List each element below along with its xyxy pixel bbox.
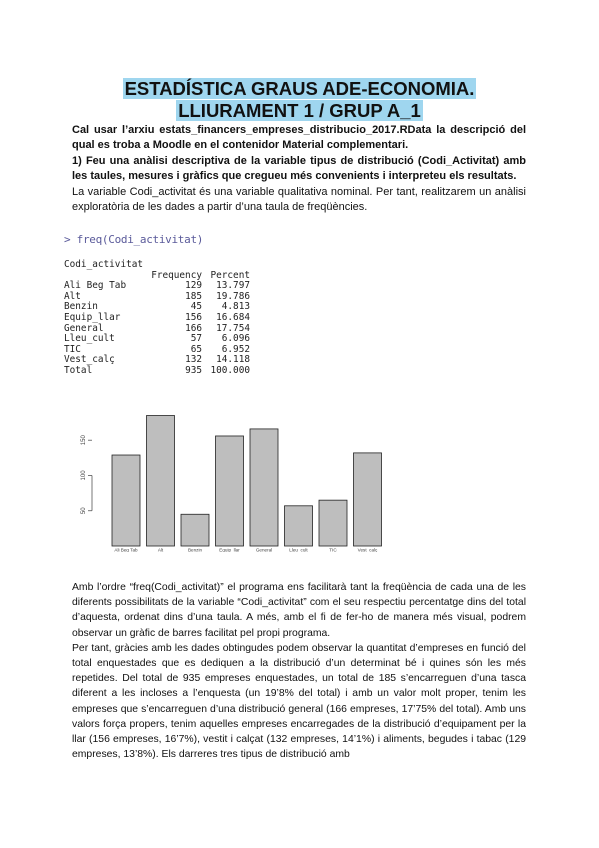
table-cell-label: Alt (64, 290, 81, 302)
table-cell-label: Benzin (64, 301, 98, 313)
x-tick-label: TIC (329, 547, 337, 552)
table-cell-frequency: 156 (185, 311, 202, 323)
title-line-2 (0, 100, 599, 122)
table-cell-percent: 6.952 (221, 343, 250, 355)
x-tick-label: Equip_llar (219, 547, 240, 552)
table-cell-percent: 16.684 (216, 311, 250, 323)
table-var-name: Codi_activitat (64, 259, 144, 270)
answer-text: La variable Codi_activitat és una variable qualitativa nominal. Per tant, realitzarem un anàlisi exploratòria de les dades a partir d’una taula de freqüències. (72, 186, 526, 213)
bar (319, 500, 347, 546)
y-tick-label: 100 (81, 470, 87, 481)
table-cell-percent: 13.797 (216, 280, 250, 292)
title-line-1-text: ESTADÍSTICA GRAUS ADE-ECONOMIA. (124, 78, 475, 99)
table-cell-percent: 6.096 (221, 333, 250, 345)
table-var-row (64, 260, 250, 271)
table-cell-frequency: 166 (185, 322, 202, 334)
body-paragraph-2: Per tant, gràcies amb les dades obtingudes podem observar la quantitat d’empreses en funció del total enquestades que es dediquen a la distribució d’un determinat bé i quines són les més repetides. Del total de 935 empreses enquestades, un total de 185 s’encarreguen d’una tasca diferent a les incloses a l’enquesta (un 19’8% del total) i amb un valor molt proper, tenim les empreses que s’encarreguen d’una distribució general (166 empreses, 17’75% del total). Amb uns valors força propers, tenim aquelles empreses encarregades de la distribució d’equipament per la llar (156 empreses, 16’7%), vestit i calçat (132 empreses, 14’1%) i aliments, begudes i tabac (129 empreses, 13’8%). Els darreres tres tipus de distribució amb (72, 642, 526, 761)
table-row (64, 313, 250, 324)
table-cell-frequency: 935 (185, 364, 202, 376)
table-header-percent: Percent (210, 269, 250, 281)
table-cell-label: Vest_calç (64, 354, 115, 366)
x-tick-label: Alt (157, 547, 164, 552)
table-row (64, 366, 250, 377)
r-command: > freq(Codi_activitat) (64, 233, 204, 246)
title-line-2-text: LLIURAMENT 1 / GRUP A_1 (178, 100, 421, 121)
table-cell-percent: 14.118 (216, 354, 250, 366)
table-cell-percent: 4.813 (221, 301, 250, 313)
y-tick-label: 50 (81, 507, 87, 515)
table-cell-percent: 19.786 (216, 290, 250, 302)
table-cell-label: TIC (64, 343, 81, 355)
table-cell-frequency: 185 (185, 290, 202, 302)
table-header-frequency: Frequency (151, 269, 202, 281)
x-tick-label: Lleu_cult (289, 547, 308, 552)
bar (147, 416, 175, 546)
title-line-1 (0, 78, 599, 100)
body-paragraph-1: Amb l’ordre “freq(Codi_activitat)” el programa ens facilitarà tant la freqüència de cada una de les diferents possibilitats de la variable “Codi_activitat” com el seu respectiu percentatge dins del total d’aquesta, ordenat dins d’una taula. A més, amb el fi de fer-ho de manera més visual, podrem observar un gràfic de barres facilitat pel propi programa. (72, 582, 526, 639)
bar-chart (80, 402, 480, 552)
table-cell-label: Total (64, 364, 93, 376)
table-cell-frequency: 132 (185, 354, 202, 366)
table-cell-percent: 100.000 (210, 364, 250, 376)
table-cell-frequency: 45 (190, 301, 202, 313)
x-tick-label: Ali Beg Tab (114, 547, 138, 552)
y-tick-label: 150 (81, 435, 87, 446)
bar (285, 506, 313, 546)
table-cell-label: Lleu_cult (64, 333, 115, 345)
table-body (64, 281, 250, 376)
bar (112, 455, 140, 546)
question-text: 1) Feu una anàlisi descriptiva de la variable tipus de distribució (Codi_Activitat) amb les taules, mesures i gràfics que cregueu més convenients i interpreteu els resultats. (72, 155, 526, 182)
table-cell-label: Ali Beg Tab (64, 280, 127, 292)
bar (216, 436, 244, 546)
bar (250, 429, 278, 546)
table-cell-label: General (64, 322, 104, 334)
table-cell-frequency: 57 (190, 333, 202, 345)
table-cell-frequency: 129 (185, 280, 202, 292)
frequency-table (64, 260, 250, 377)
x-tick-label: Vest_calç (357, 547, 378, 552)
table-cell-frequency: 65 (190, 343, 202, 355)
table-cell-label: Equip_llar (64, 311, 121, 323)
x-tick-label: General (255, 547, 273, 552)
body-text (72, 580, 526, 762)
bar (354, 453, 382, 546)
table-cell-percent: 17.754 (216, 322, 250, 334)
x-tick-label: Benzin (187, 547, 203, 552)
bar (181, 514, 209, 546)
instruction-text: Cal usar l’arxiu estats_financers_empreses_distribucio_2017.RData la descripció del qual es troba a Moodle en el contenidor Material complementari. (72, 124, 526, 151)
